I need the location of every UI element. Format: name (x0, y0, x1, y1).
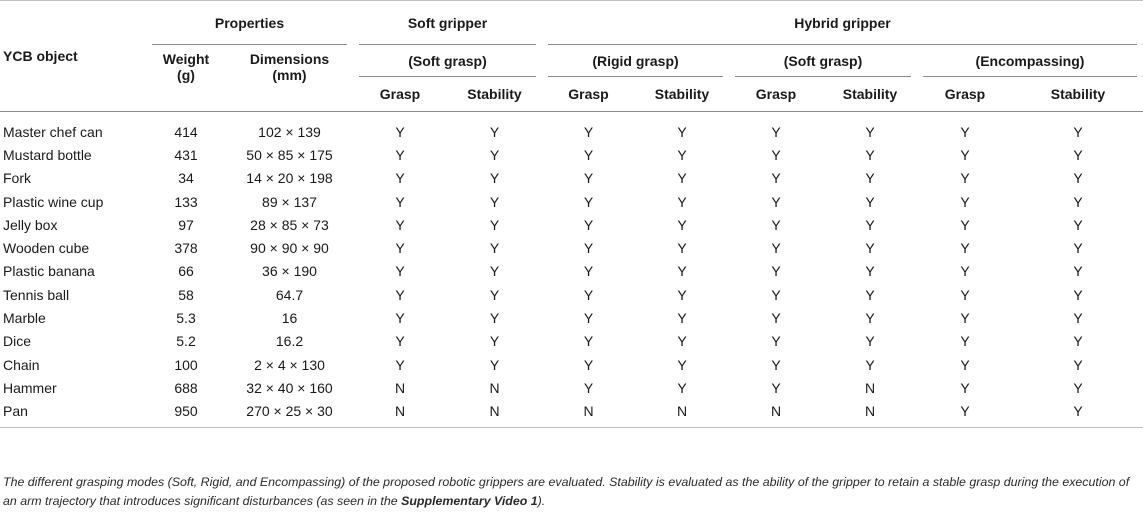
cell-grasp: Y (395, 216, 405, 233)
cell-stability: Y (1073, 356, 1083, 373)
cell-stability: Y (489, 146, 500, 163)
table-row (0, 112, 1143, 144)
cell-grasp: Y (917, 400, 1013, 428)
header-stability: Stability (1050, 86, 1106, 102)
cell-stability: N (447, 400, 542, 428)
cell-stability: Y (1073, 263, 1083, 280)
cell-weight: 950 (146, 400, 226, 428)
cell-grasp: Y (583, 170, 594, 187)
header-encompassing: (Encompassing) (917, 45, 1143, 77)
cell-grasp: Y (960, 123, 970, 140)
header-dimensions-label: Dimensions (249, 51, 330, 67)
cell-stability: Y (677, 193, 687, 210)
cell-weight: 431 (174, 146, 198, 163)
cell-dimensions: 14 × 20 × 198 (246, 170, 333, 187)
table-row (0, 190, 1143, 213)
cell-stability: Y (677, 310, 687, 327)
header-hybrid-gripper: Hybrid gripper (542, 1, 1143, 46)
cell-stability: Y (489, 263, 500, 280)
table-row (0, 306, 1143, 329)
header-weight (146, 45, 226, 112)
cell-grasp: Y (960, 379, 970, 396)
cell-grasp: Y (960, 310, 970, 327)
cell-stability: Y (677, 356, 687, 373)
cell-stability: Y (865, 193, 875, 210)
cell-grasp: Y (583, 193, 594, 210)
cell-object-name: Dice (3, 333, 32, 350)
cell-stability: N (489, 379, 500, 396)
cell-grasp: Y (395, 240, 405, 257)
cell-grasp: Y (771, 379, 781, 396)
cell-grasp: N (729, 400, 823, 428)
cell-grasp: Y (771, 123, 781, 140)
cell-grasp: Y (583, 263, 594, 280)
cell-stability: Y (1073, 216, 1083, 233)
cell-stability: Y (489, 216, 500, 233)
table-caption (3, 473, 1138, 511)
cell-grasp: Y (960, 170, 970, 187)
cell-grasp: Y (771, 263, 781, 280)
header-soft-gripper: Soft gripper (353, 1, 542, 46)
cell-grasp: Y (960, 263, 970, 280)
cell-grasp: Y (583, 333, 594, 350)
cell-stability: N (635, 400, 729, 428)
cell-grasp: Y (771, 216, 781, 233)
cell-grasp: Y (583, 356, 594, 373)
cell-weight: 378 (174, 240, 198, 257)
cell-stability: Y (865, 333, 875, 350)
cell-stability: Y (865, 146, 875, 163)
cell-grasp: Y (395, 263, 405, 280)
cell-grasp: Y (395, 310, 405, 327)
cell-weight: 5.2 (176, 333, 196, 350)
cell-grasp: Y (583, 310, 594, 327)
table-row (0, 213, 1143, 236)
header-grasp: Grasp (379, 86, 421, 102)
cell-stability: N (823, 400, 917, 428)
cell-stability: Y (489, 170, 500, 187)
cell-grasp: Y (583, 240, 594, 257)
cell-grasp: Y (771, 356, 781, 373)
cell-object-name: Marble (3, 310, 46, 327)
cell-grasp: Y (395, 123, 405, 140)
caption-end: ). (537, 494, 546, 508)
cell-object-name: Master chef can (3, 123, 103, 140)
cell-grasp: Y (583, 146, 594, 163)
cell-object-name: Plastic banana (3, 263, 95, 280)
header-grasp: Grasp (568, 86, 609, 102)
cell-dimensions: 28 × 85 × 73 (250, 216, 329, 233)
cell-stability: Y (677, 216, 687, 233)
cell-stability: Y (865, 216, 875, 233)
cell-stability: Y (865, 123, 875, 140)
cell-stability: Y (489, 123, 500, 140)
cell-stability: Y (489, 356, 500, 373)
cell-grasp: Y (395, 193, 405, 210)
cell-object-name: Hammer (3, 379, 57, 396)
cell-grasp: Y (771, 333, 781, 350)
cell-stability: Y (677, 146, 687, 163)
cell-stability: Y (865, 240, 875, 257)
cell-object-name: Tennis ball (3, 286, 70, 303)
cell-dimensions: 89 × 137 (262, 193, 317, 210)
cell-stability: Y (677, 240, 687, 257)
cell-grasp: Y (771, 310, 781, 327)
cell-dimensions: 64.7 (275, 286, 304, 303)
cell-weight: 688 (174, 379, 198, 396)
cell-object-name: Plastic wine cup (3, 193, 104, 210)
cell-stability: Y (677, 333, 687, 350)
cell-grasp: N (353, 400, 447, 428)
cell-grasp: Y (960, 356, 970, 373)
caption-reference: Supplementary Video 1 (401, 494, 538, 508)
cell-stability: Y (677, 286, 687, 303)
table-row (0, 400, 1143, 428)
cell-grasp: Y (583, 379, 594, 396)
caption-text: The different grasping modes (Soft, Rigid, and Encompassing) of the proposed robotic grippers are evaluated. Stability is evaluated as the ability of the gripper to retain a stable grasp during the execution of an arm trajectory that introduces significant disturbances (as seen in the (3, 475, 1130, 508)
cell-grasp: Y (960, 193, 970, 210)
header-soft-grasp: (Soft grasp) (353, 45, 542, 77)
header-dimensions (226, 45, 353, 112)
cell-grasp: Y (395, 146, 405, 163)
cell-stability: Y (865, 170, 875, 187)
header-dimensions-unit: (mm) (272, 67, 307, 83)
cell-grasp: Y (583, 216, 594, 233)
cell-stability: Y (489, 286, 500, 303)
header-grasp: Grasp (944, 86, 986, 102)
cell-stability: Y (1073, 123, 1083, 140)
cell-stability: Y (1073, 333, 1083, 350)
cell-grasp: Y (960, 286, 970, 303)
table-row (0, 353, 1143, 376)
table-row (0, 376, 1143, 399)
cell-grasp: Y (960, 333, 970, 350)
cell-stability: Y (1073, 379, 1083, 396)
cell-weight: 100 (174, 356, 198, 373)
cell-grasp: Y (771, 170, 781, 187)
cell-grasp: N (394, 379, 406, 396)
cell-dimensions: 102 × 139 (258, 123, 321, 140)
cell-object-name: Wooden cube (3, 240, 90, 257)
header-properties: Properties (146, 1, 353, 46)
cell-weight: 133 (174, 193, 198, 210)
cell-object-name: Chain (3, 356, 40, 373)
cell-stability: Y (489, 310, 500, 327)
cell-stability: Y (677, 379, 687, 396)
header-ycb-object: YCB object (0, 1, 146, 112)
cell-stability: Y (1073, 240, 1083, 257)
header-weight-label: Weight (162, 51, 210, 67)
cell-weight: 97 (178, 216, 194, 233)
table-row (0, 167, 1143, 190)
cell-grasp: Y (583, 286, 594, 303)
cell-stability: Y (677, 170, 687, 187)
cell-stability: Y (865, 286, 875, 303)
cell-dimensions: 36 × 190 (262, 263, 317, 280)
header-stability: Stability (467, 86, 522, 102)
cell-object-name: Mustard bottle (3, 146, 92, 163)
cell-dimensions: 2 × 4 × 130 (254, 356, 325, 373)
cell-grasp: Y (960, 216, 970, 233)
table-row (0, 143, 1143, 166)
cell-stability: Y (1073, 310, 1083, 327)
table-row (0, 260, 1143, 283)
header-hybrid-soft-grasp: (Soft grasp) (729, 45, 917, 77)
cell-grasp: Y (395, 286, 405, 303)
cell-object-name: Jelly box (3, 216, 58, 233)
cell-grasp: Y (395, 356, 405, 373)
cell-grasp: Y (771, 146, 781, 163)
cell-dimensions: 270 × 25 × 30 (226, 400, 353, 428)
cell-dimensions: 16 (281, 310, 298, 327)
cell-dimensions: 90 × 90 × 90 (250, 240, 329, 257)
cell-stability: Y (489, 333, 500, 350)
cell-object-name: Fork (3, 170, 31, 187)
header-weight-unit: (g) (177, 67, 195, 83)
cell-stability: Y (677, 263, 687, 280)
cell-grasp: Y (771, 240, 781, 257)
table-header (0, 1, 1143, 112)
cell-stability: Y (1073, 286, 1083, 303)
header-stability: Stability (654, 86, 710, 102)
cell-stability: Y (1073, 193, 1083, 210)
cell-stability: N (864, 379, 876, 396)
table-row (0, 283, 1143, 306)
cell-grasp: Y (395, 333, 405, 350)
cell-stability: Y (1073, 146, 1083, 163)
cell-stability: Y (489, 193, 500, 210)
table-row (0, 330, 1143, 353)
cell-dimensions: 50 × 85 × 175 (246, 146, 333, 163)
cell-grasp: N (542, 400, 635, 428)
cell-dimensions: 16.2 (275, 333, 304, 350)
cell-stability: Y (865, 310, 875, 327)
cell-grasp: Y (583, 123, 594, 140)
cell-grasp: Y (771, 193, 781, 210)
cell-object-name: Pan (0, 400, 146, 428)
cell-stability: Y (677, 123, 687, 140)
header-rigid-grasp: (Rigid grasp) (542, 45, 729, 77)
header-grasp: Grasp (755, 86, 797, 102)
cell-stability: Y (865, 356, 875, 373)
table-row (0, 236, 1143, 259)
cell-dimensions: 32 × 40 × 160 (246, 379, 333, 396)
cell-stability: Y (1013, 400, 1143, 428)
cell-weight: 58 (178, 286, 194, 303)
cell-grasp: Y (771, 286, 781, 303)
cell-weight: 414 (174, 123, 198, 140)
header-stability: Stability (842, 86, 898, 102)
cell-weight: 66 (178, 263, 194, 280)
cell-grasp: Y (395, 170, 405, 187)
cell-stability: Y (865, 263, 875, 280)
cell-stability: Y (489, 240, 500, 257)
cell-weight: 34 (178, 170, 194, 187)
cell-grasp: Y (960, 240, 970, 257)
cell-grasp: Y (960, 146, 970, 163)
cell-weight: 5.3 (176, 310, 196, 327)
table-body (0, 112, 1143, 428)
cell-stability: Y (1073, 170, 1083, 187)
